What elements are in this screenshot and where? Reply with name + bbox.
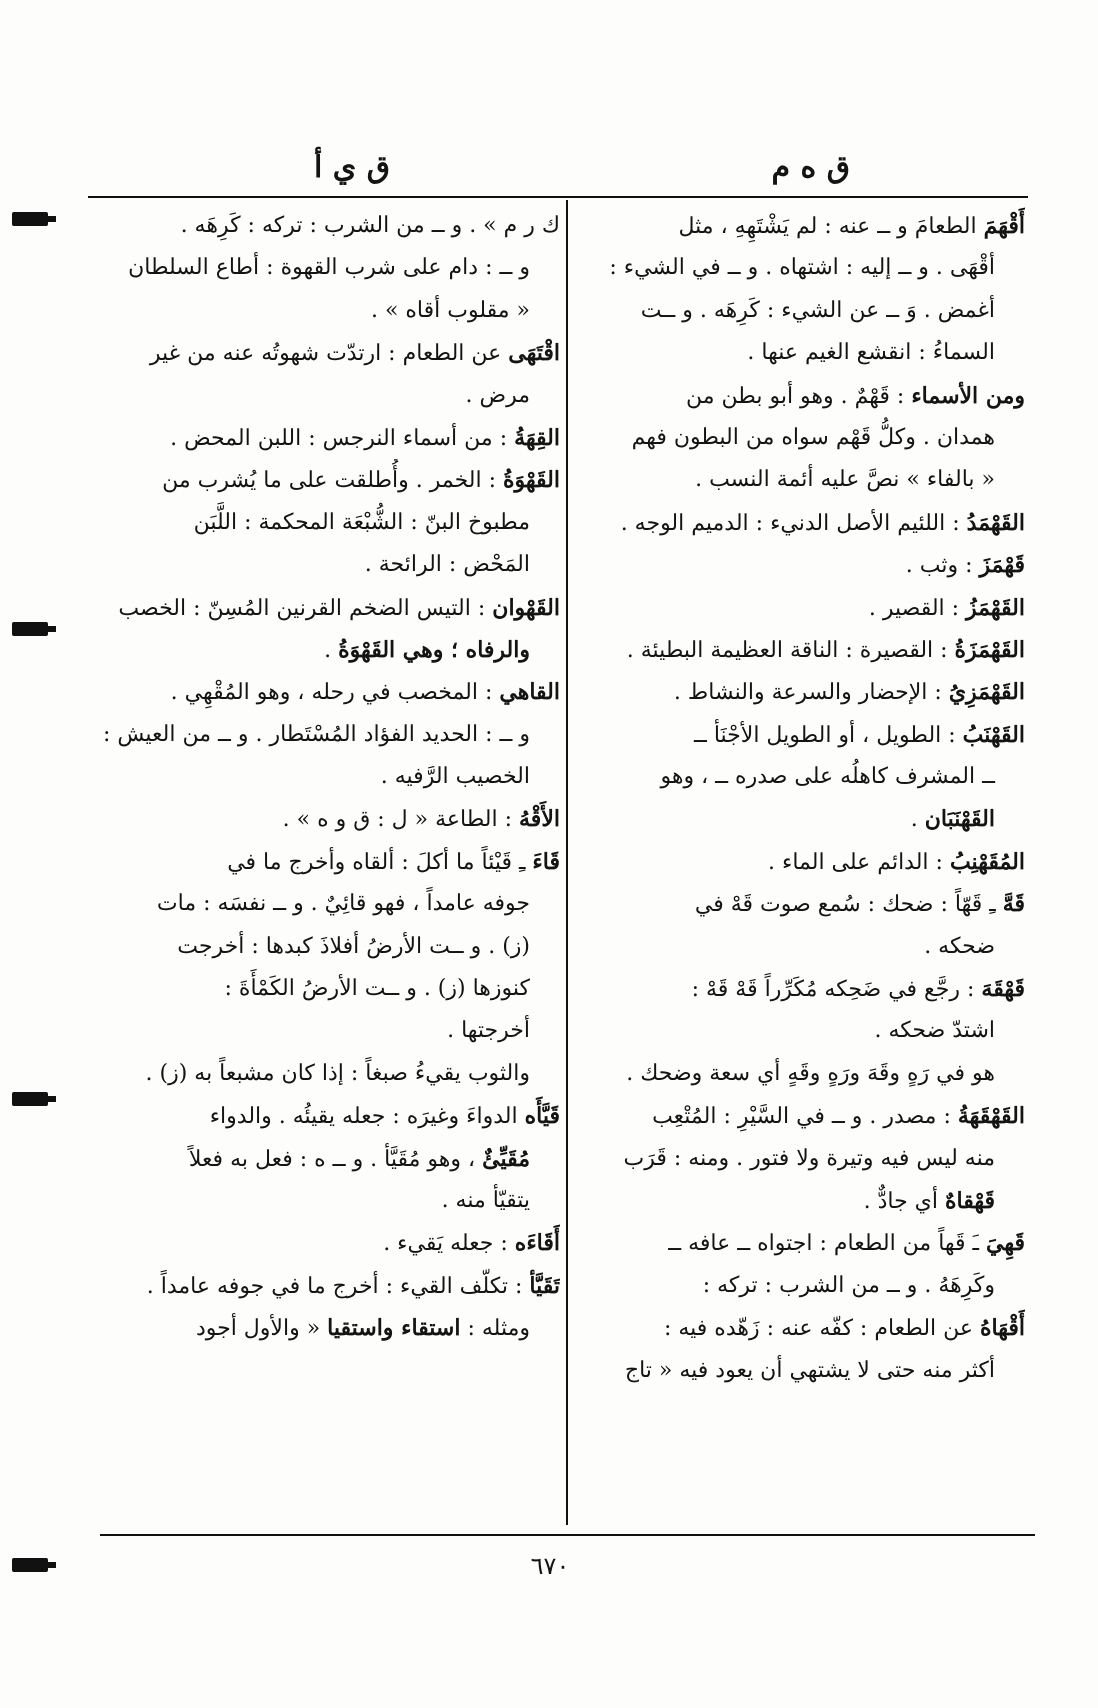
headword: أَقَاءَه (514, 1230, 560, 1257)
entry-line (575, 714, 1025, 756)
definition-text: ـِ قَيْئاً ما أكلَ : ألقاه وأخرج ما في (227, 849, 533, 875)
entry-line (100, 714, 560, 756)
entry-line (100, 247, 560, 289)
entry-line (575, 883, 1025, 925)
entry-line (100, 1053, 560, 1095)
entry-line (575, 926, 1025, 968)
definition-text: و ــ : دام على شرب القهوة : أطاع السلطان (128, 255, 530, 281)
entry-line (575, 502, 1025, 544)
definition-text: ـَ قَهاً من الطعام : اجتواه ــ عافه ــ (668, 1231, 986, 1257)
definition-text: الخصيب الرَّفيه . (380, 764, 530, 790)
entry-line (575, 1307, 1025, 1349)
entry-line (575, 247, 1025, 289)
entry-line (100, 1180, 560, 1222)
definition-text: كنوزها (ز) . و ــت الأرضُ الكَمْأَةَ : (224, 976, 530, 1002)
definition-text: أغمض . وَ ــ عن الشيء : كَرِهَه . و ــت (640, 297, 995, 323)
definition-text: : الإحضار والسرعة والنشاط . (673, 680, 949, 706)
definition-text: أي جادٌّ . (863, 1188, 945, 1214)
definition-text: عن الطعام : كفّه عنه : زَهّده فيه : (663, 1316, 980, 1342)
headword: قَهْقَهَ (981, 976, 1025, 1003)
margin-mark (12, 212, 48, 226)
headword: أَقْهَمَ (983, 213, 1025, 239)
definition-text: « والأول أجود (195, 1316, 328, 1342)
page-number: ٦٧٠ (530, 1552, 570, 1580)
entry-line (100, 332, 560, 374)
entry-line (100, 417, 560, 459)
right-column (575, 205, 1025, 1392)
top-rule (88, 196, 1028, 198)
definition-text: : التيس الضخم القرنين المُسِنّ : الخصب (118, 595, 493, 621)
definition-text: المَحْض : الرائحة . (364, 552, 530, 578)
definition-text: : الخمر . وأُطلقت على ما يُشرب من (162, 468, 504, 494)
entry-line (575, 1095, 1025, 1137)
headword: أَقْهَاهُ (980, 1315, 1025, 1342)
definition-text: يتقيّأ منه . (441, 1187, 530, 1213)
definition-text: وكَرِهَهُ . و ــ من الشرب : تركه : (702, 1272, 995, 1298)
headword: والرفاه ؛ وهي القَهْوَةُ (338, 636, 530, 663)
definition-text: : الدائم على الماء . (768, 849, 950, 875)
headword: قَهِيَ (986, 1230, 1025, 1257)
definition-text: : تكلّف القيء : أخرج ما في جوفه عامداً . (146, 1273, 530, 1299)
left-column (100, 205, 560, 1350)
definition-text: منه ليس فيه وتيرة ولا فتور . ومنه : قَرَب (623, 1145, 995, 1171)
definition-text: : من أسماء النرجس : اللبن المحض . (170, 425, 515, 451)
entry-line (575, 756, 1025, 798)
running-header-right: ق ه م (771, 150, 850, 185)
headword: الأَقْهُ (519, 806, 560, 833)
headword: القَهْنَبُ (962, 721, 1025, 748)
entry-line (100, 375, 560, 417)
definition-text: همدان . وكلُّ قَهْم سواه من البطون فهم (631, 424, 995, 450)
entry-line (100, 1307, 560, 1349)
entry-line (100, 629, 560, 671)
definition-text: : القصيرة : الناقة العظيمة البطيئة . (626, 637, 955, 663)
running-header-left: ق ي أ (314, 150, 390, 185)
definition-text: : الطاعة « ل : ق و ه » . (282, 807, 520, 833)
margin-mark (12, 1558, 48, 1572)
definition-text: جوفه عامداً ، فهو قائِيٌ . و ــ نفسَه : مات (156, 891, 530, 917)
headword: القِهَةُ (514, 424, 560, 451)
headword: اقْتَهَى (508, 340, 560, 367)
entry-line (100, 968, 560, 1010)
entry-line (100, 671, 560, 713)
definition-text: ـِ قَهّاً : ضحك : سُمع صوت قَهْ في (694, 892, 1003, 918)
definition-text: . (910, 807, 925, 833)
definition-text: و ــ : الحديد الفؤاد المُسْتَطار . و ــ من العيش : (102, 721, 530, 747)
definition-text: مرض . (465, 382, 530, 408)
headword: القَهْمَزَةُ (954, 636, 1025, 663)
entry-line (100, 756, 560, 798)
headword: قَاءَ (532, 848, 560, 875)
entry-line (575, 1138, 1025, 1180)
entry-line (100, 1222, 560, 1264)
definition-text: : المخصب في رحله ، وهو المُقْهِي . (170, 680, 500, 706)
headword: القَهْنَبَان (924, 806, 995, 833)
definition-text: أكثر منه حتى لا يشتهي أن يعود فيه « تاج (624, 1357, 995, 1383)
definition-text: « مقلوب أقاه » . (370, 297, 530, 323)
entry-line (575, 671, 1025, 713)
headword: القَهْمَدُ (966, 509, 1025, 536)
entry-line (575, 629, 1025, 671)
margin-mark (12, 622, 48, 636)
definition-text: والثوب يقيءُ صبغاً : إذا كان مشبعاً به (ز) . (145, 1060, 530, 1086)
entry-line (100, 205, 560, 247)
entry-line (100, 459, 560, 501)
entry-line (100, 1010, 560, 1052)
headword: القَهْمَزِيُ (948, 679, 1025, 706)
entry-line (100, 1265, 560, 1307)
entry-line (100, 544, 560, 586)
entry-line (575, 375, 1025, 417)
definition-text: ك ر م » . و ــ من الشرب : تركه : كَرِهَه . (180, 213, 560, 238)
headword: ومن الأسماء (911, 382, 1025, 409)
headword: القَهْوان (492, 594, 560, 621)
bottom-rule (100, 1534, 1035, 1536)
definition-text: هو في رَهٍ وقَهَ ورَهٍ وقَهٍ أي سعة وضحك . (626, 1060, 995, 1086)
definition-text: (ز) . و ــت الأرضُ أفلاذَ كبدها : أخرجت (177, 933, 530, 959)
definition-text: عن الطعام : ارتدّت شهوتُه عنه من غير (149, 341, 509, 367)
entry-line (575, 1053, 1025, 1095)
headword: القَهْوَةُ (503, 467, 560, 494)
entry-line (100, 290, 560, 332)
definition-text: أقْهَى . و ــ إليه : اشتهاه . و ــ في الشيء : (609, 255, 995, 281)
entry-line (575, 459, 1025, 501)
definition-text: ضحكه . (924, 933, 995, 959)
entry-line (575, 841, 1025, 883)
entry-line (100, 841, 560, 883)
entry-line (575, 1350, 1025, 1392)
headword: قَهْمَزَ (979, 552, 1025, 579)
entry-line (575, 1180, 1025, 1222)
headword: قَهَّ (1002, 891, 1025, 918)
margin-mark (12, 1092, 48, 1106)
entry-line (575, 205, 1025, 247)
definition-text: مطبوخ البنّ : الشُّبْعَة المحكمة : اللَّبَن (193, 509, 530, 535)
definition-text: السماءُ : انقشع الغيم عنها . (747, 340, 995, 366)
entry-line (575, 1010, 1025, 1052)
headword: استقاء واستقيا (327, 1315, 461, 1342)
entry-line (575, 417, 1025, 459)
headword: قَيَّأَه (524, 1103, 560, 1130)
column-divider (566, 200, 568, 1525)
entry-line (575, 332, 1025, 374)
definition-text: اشتدّ ضحكه . (874, 1018, 995, 1044)
entry-line (575, 587, 1025, 629)
definition-text: الدواءَ وغيرَه : جعله يقيئُه . والدواء (209, 1104, 525, 1130)
definition-text: ، وهو مُقَيَّأ . و ــ ه : فعل به فعلاً (188, 1146, 483, 1172)
definition-text: « بالفاء » نصَّ عليه أئمة النسب . (695, 467, 995, 493)
definition-text: : وثب . (905, 553, 980, 579)
definition-text: : القصير . (868, 595, 967, 621)
definition-text: : الطويل ، أو الطويل الأجْنَأ ــ (693, 722, 963, 748)
definition-text: : جعله يَقيء . (383, 1231, 515, 1257)
headword: المُقَهْنِبُ (949, 848, 1025, 875)
entry-line (575, 968, 1025, 1010)
headword: القَهْمَزُ (966, 594, 1025, 621)
headword: القَهْقَهَةُ (957, 1103, 1025, 1130)
entry-line (100, 926, 560, 968)
entry-line (575, 290, 1025, 332)
entry-line (100, 1095, 560, 1137)
headword: قَهْقاهٌ (944, 1187, 995, 1214)
headword: مُقَيِّئٌ (482, 1145, 530, 1172)
entry-line (575, 1222, 1025, 1264)
definition-text: أخرجتها . (447, 1018, 530, 1044)
entry-line (100, 883, 560, 925)
headword: القاهي (499, 679, 560, 706)
definition-text: الطعامَ و ــ عنه : لم يَشْتَهِهِ ، مثل (678, 214, 984, 239)
entry-line (100, 502, 560, 544)
headword: تَقَيَّأ (529, 1272, 560, 1299)
entry-line (575, 1265, 1025, 1307)
definition-text: . (324, 637, 339, 663)
entry-line (100, 1138, 560, 1180)
entry-line (575, 798, 1025, 840)
definition-text: : اللئيم الأصل الدنيء : الدميم الوجه . (620, 510, 967, 536)
entry-line (100, 587, 560, 629)
definition-text: ومثله : (460, 1316, 530, 1342)
definition-text: ــ المشرف كاهلُه على صدره ــ ، وهو (660, 764, 995, 790)
entry-line (575, 544, 1025, 586)
definition-text: : رجَّع في ضَحِكه مُكَرِّراً قَهْ قَهْ : (691, 977, 982, 1003)
definition-text: : قَهْمٌ . وهو أبو بطن من (686, 383, 912, 409)
definition-text: : مصدر . و ــ في السَّيْرِ : المُتْعِب (652, 1104, 958, 1130)
entry-line (100, 798, 560, 840)
